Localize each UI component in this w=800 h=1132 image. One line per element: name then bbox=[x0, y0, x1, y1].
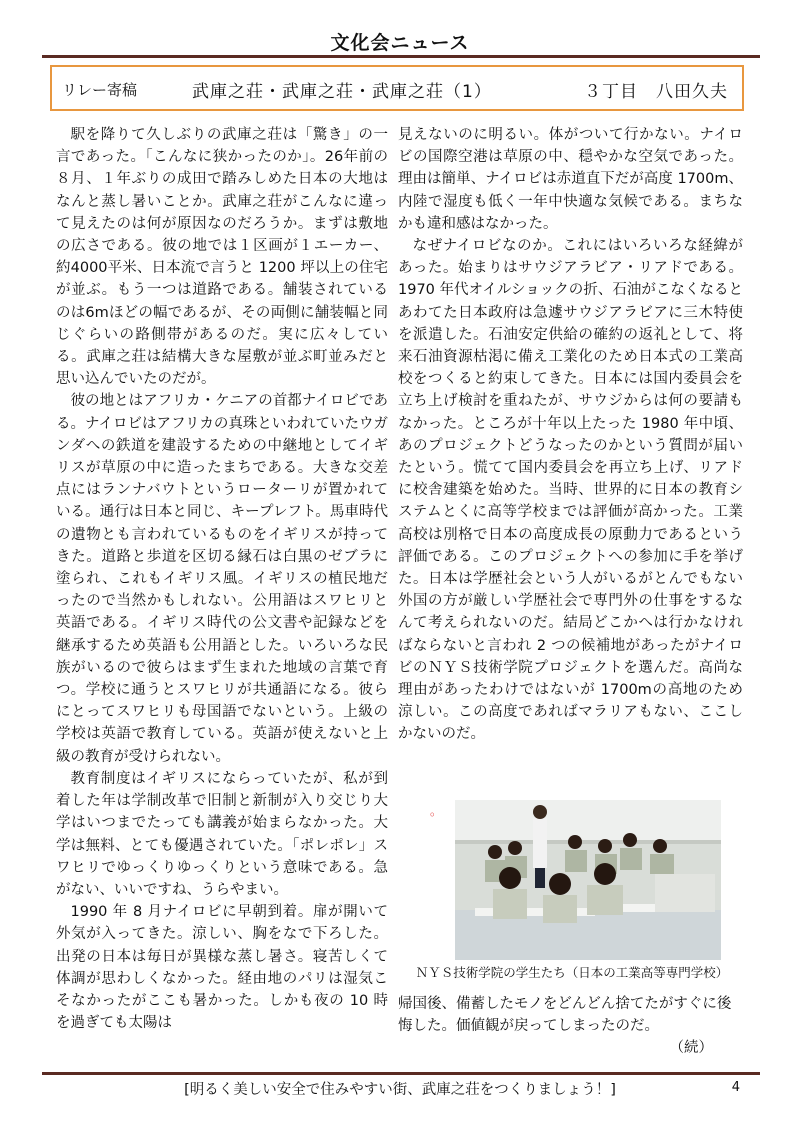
footer-rule bbox=[42, 1072, 760, 1075]
article-title: 武庫之荘・武庫之荘・武庫之荘（1） bbox=[192, 82, 492, 102]
left-column bbox=[56, 124, 388, 1034]
paragraph: 教育制度はイギリスにならっていたが、私が到着した年は学制改革で旧制と新制が入り交じり大学はいつまでたっても講義が始まらなかった。大学は無料、とても優遇されていた。「ポレポレ」スワヒリでゆっくりゆっくりという意味である。急がない、いいですね、うらやまい。 bbox=[56, 770, 388, 898]
footer-slogan: [明るく美しい安全で住みやすい街、武庫之荘をつくりましょう！] bbox=[184, 1082, 616, 1098]
closing-text: 帰国後、備蓄したモノをどんどん捨てたがすぐに後悔した。価値観が戻ってしまったのだ。 bbox=[398, 996, 732, 1035]
page-number: 4 bbox=[731, 1080, 740, 1095]
right-column bbox=[398, 124, 743, 746]
column-tag: リレー寄稿 bbox=[62, 81, 138, 99]
closing-block bbox=[398, 993, 743, 1060]
paragraph: 駅を降りて久しぶりの武庫之荘は「驚き」の一言であった。「こんなに狭かったのか」。26年前の８月、１年ぶりの成田で踏みしめた日本の大地はなんと蒸し暑いことか。武庫之荘がこんなに違って見えたのは何が原因なのだろうか。まずは敷地の広さである。彼の地では１区画が１エーカー、約4000平米、日本流で言うと 1200 坪以上の住宅が並ぶ。もう一つは道路である。舗装されているのは6mほどの幅であるが、その両側に舗装幅と同じぐらいの路側帯があるのだ。実に広々している。武庫之荘は結構大きな屋敷が並ぶ町並みだと思い込んでいたのだが。 bbox=[56, 127, 388, 388]
article-author: ３丁目 八田久夫 bbox=[584, 82, 728, 102]
article-title-box bbox=[50, 65, 744, 111]
stray-punctuation: 。 bbox=[430, 804, 443, 818]
paragraph: 見えないのに明るい。体がついて行かない。ナイロビの国際空港は草原の中、穏やかな空気であった。理由は簡単、ナイロビは赤道直下だが高度 1700m、内陸で湿度も低く一年中快適な気候である。まちなかも違和感はなかった。 bbox=[398, 127, 743, 232]
paragraph: 彼の地とはアフリカ・ケニアの首都ナイロビである。ナイロビはアフリカの真珠といわれていたウガンダへの鉄道を建設するための中継地としてイギリスが草原の中に造ったまちである。大きな交差点にはランナバウトというローターリが置かれている。通行は日本と同じ、キープレフト。馬車時代の遺物とも言われているものをイギリスが持ってきた。道路と歩道を区切る縁石は白黒のゼブラに塗られ、これもイギリス風。イギリスの植民地だったので当然かもしれない。公用語はスワヒリと英語である。イギリス時代の公文書や記録などを継承するため英語も公用語とした。いろいろな民族がいるので彼らはまず生まれた地域の言葉で育つ。学校に通うとスワヒリが共通語になる。彼らにとってスワヒリも母国語でないという。上級の学校は英語で教育している。英語が使えないと上級の教育が受けられない。 bbox=[56, 393, 388, 765]
continued-mark: （続） bbox=[669, 1040, 713, 1057]
students-photo bbox=[455, 800, 721, 960]
paragraph: 1990 年 8 月ナイロビに早朝到着。扉が開いて外気が入ってきた。涼しい、胸をなで下ろした。出発の日本は毎日が異様な蒸し暑さ。寝苦しくて体調が思わしくなかった。経由地のパリは湿気こそなかったがここも暑かった。しかも夜の 10 時を過ぎても太陽は bbox=[56, 904, 388, 1032]
photo-caption: ＮＹＳ技術学院の学生たち（日本の工業高等専門学校） bbox=[415, 965, 729, 980]
paragraph: なぜナイロビなのか。これにはいろいろな経緯があった。始まりはサウジアラビア・リアドである。1970 年代オイルショックの折、石油がこなくなるとあわてた日本政府は急遽サウジアラビアに三木特使を派遣した。石油安定供給の確約の返礼として、将来石油資源枯渇に備え工業化のため日本式の工業高校をつくると約束してきた。日本には国内委員会を立ち上げ検討を重ねたが、サウジからは何の要請もなかった。ところが十年以上たった 1980 年中頃、あのプロジェクトどうなったのかという質問が届いたという。慌てて国内委員会を再立ち上げ、リアドに校舎建築を始めた。当時、世界的に日本の教育システムとくに高等学校までは評価が高かった。工業高校は別格で日本の高度成長の原動力であるという評価である。このプロジェクトへの参加に手を挙げた。日本は学歴社会という人がいるがとんでもない外国の方が厳しい学歴社会で専門外の仕事をするなんて考えられないのだ。結局どこかへは行かなければならないと言われ 2 つの候補地があったがナイロビのＮＹＳ技術学院プロジェクトを選んだ。高尚な理由があったわけではないが 1700mの高地のため涼しい。この高度であればマラリアもない、ここしかないのだ。 bbox=[398, 238, 743, 743]
newsletter-title: 文化会ニュース bbox=[330, 32, 470, 54]
header-rule bbox=[42, 55, 760, 58]
classroom-photo-illustration bbox=[455, 800, 721, 960]
